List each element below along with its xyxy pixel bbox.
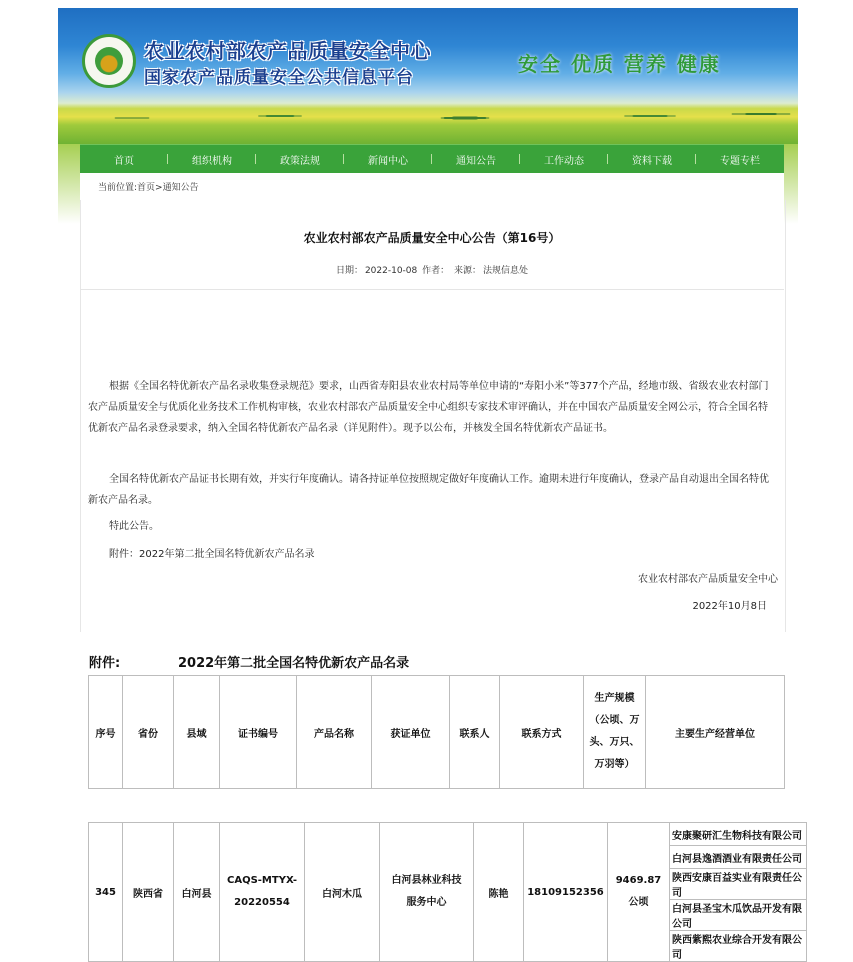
breadcrumb[interactable]: 当前位置:首页>通知公告 xyxy=(98,183,199,193)
row-product: 白河木瓜 xyxy=(305,823,380,962)
unit-cell: 安康聚研汇生物科技有限公司 xyxy=(670,823,807,846)
attachment-title: 2022年第二批全国名特优新农产品名录 xyxy=(178,656,410,671)
header-cell: 生产规模（公顷、万头、万只、万羽等） xyxy=(584,676,646,789)
divider xyxy=(80,289,784,290)
site-title: 农业农村部农产品质量安全中心 xyxy=(144,39,431,63)
logo-icon[interactable] xyxy=(82,34,136,88)
header-cell: 联系人 xyxy=(450,676,500,789)
header-cell: 证书编号 xyxy=(220,676,297,789)
header-cell: 序号 xyxy=(89,676,123,789)
header-cell: 县域 xyxy=(174,676,220,789)
article-meta xyxy=(80,263,784,276)
header-cell: 产品名称 xyxy=(297,676,372,789)
source-label: 来源： xyxy=(454,266,482,276)
row-province: 陕西省 xyxy=(123,823,174,962)
row-no: 345 xyxy=(89,823,123,962)
unit-cell: 陕西安康百益实业有限责任公司 xyxy=(670,869,807,900)
article-paragraph-1: 根据《全国名特优新农产品名录收集登录规范》要求，山西省寿阳县农业农村局等单位申请的“寿阳小米”等377个产品，经地市级、省级农业农村部门农产品质量安全与优质化业务技术工作机构审核，农业农村部农产品质量安全中心组织专家技术审评确认，并在中国农产品质量安全网公示，符合全国名特优新农产品名录登录要求，纳入全国名特优新农产品名录（详见附件）。现予以公布，并核发全国名特优新农产品证书。 xyxy=(88,381,769,434)
unit-cell: 白河县圣宝木瓜饮品开发有限公司 xyxy=(670,900,807,931)
nav-item-work[interactable]: 工作动态 xyxy=(520,152,608,167)
article-paragraph-2: 全国名特优新农产品证书长期有效，并实行年度确认。请各持证单位按照规定做好年度确认工作。逾期未进行年度确认，登录产品自动退出全国名特优新农产品名录。 xyxy=(88,474,769,506)
nav-item-notices[interactable]: 通知公告 xyxy=(432,152,520,167)
nav-item-news[interactable]: 新闻中心 xyxy=(344,152,432,167)
tree-line-decoration xyxy=(58,94,798,134)
table-header xyxy=(88,675,785,789)
unit-cell: 陕西紫熙农业综合开发有限公司 xyxy=(670,931,807,962)
author-label: 作者： xyxy=(422,266,450,276)
table-body xyxy=(88,822,807,962)
header-cell: 获证单位 xyxy=(372,676,450,789)
side-fade-left xyxy=(58,144,80,224)
row-phone: 18109152356 xyxy=(524,823,608,962)
side-fade-right xyxy=(784,144,798,224)
table-row xyxy=(89,823,807,846)
nav-item-organization[interactable]: 组织机构 xyxy=(168,152,256,167)
signature-org: 农业农村部农产品质量安全中心 xyxy=(638,574,778,585)
row-county: 白河县 xyxy=(174,823,220,962)
nav-item-home[interactable]: 首页 xyxy=(80,152,168,167)
nav-item-downloads[interactable]: 资料下载 xyxy=(608,152,696,167)
header-cell: 主要生产经营单位 xyxy=(646,676,785,789)
row-cert: CAQS-MTYX-20220554 xyxy=(220,823,305,962)
article-paragraph-3: 特此公告。 xyxy=(109,521,159,532)
row-scale: 9469.87公顷 xyxy=(608,823,670,962)
row-contact: 陈艳 xyxy=(474,823,524,962)
header-cell: 省份 xyxy=(123,676,174,789)
row-holder: 白河县林业科技服务中心 xyxy=(380,823,474,962)
date-label: 日期： xyxy=(335,266,363,276)
header-cell: 联系方式 xyxy=(500,676,584,789)
slogan: 安全 优质 营养 健康 xyxy=(518,52,721,76)
unit-cell: 白河县逸酒酒业有限责任公司 xyxy=(670,846,807,869)
attachment-link[interactable]: 附件：2022年第二批全国名特优新农产品名录 xyxy=(109,549,315,560)
signature-date: 2022年10月8日 xyxy=(692,601,767,612)
attachment-label: 附件: xyxy=(89,656,121,671)
site-subtitle: 国家农产品质量安全公共信息平台 xyxy=(144,68,414,88)
article-title: 农业农村部农产品质量安全中心公告（第16号） xyxy=(303,231,561,245)
nav-item-policy[interactable]: 政策法规 xyxy=(256,152,344,167)
article-source: 法规信息处 xyxy=(483,266,529,276)
nav-item-topics[interactable]: 专题专栏 xyxy=(720,155,760,167)
article-date: 2022-10-08 xyxy=(364,266,418,276)
main-nav xyxy=(80,144,784,173)
